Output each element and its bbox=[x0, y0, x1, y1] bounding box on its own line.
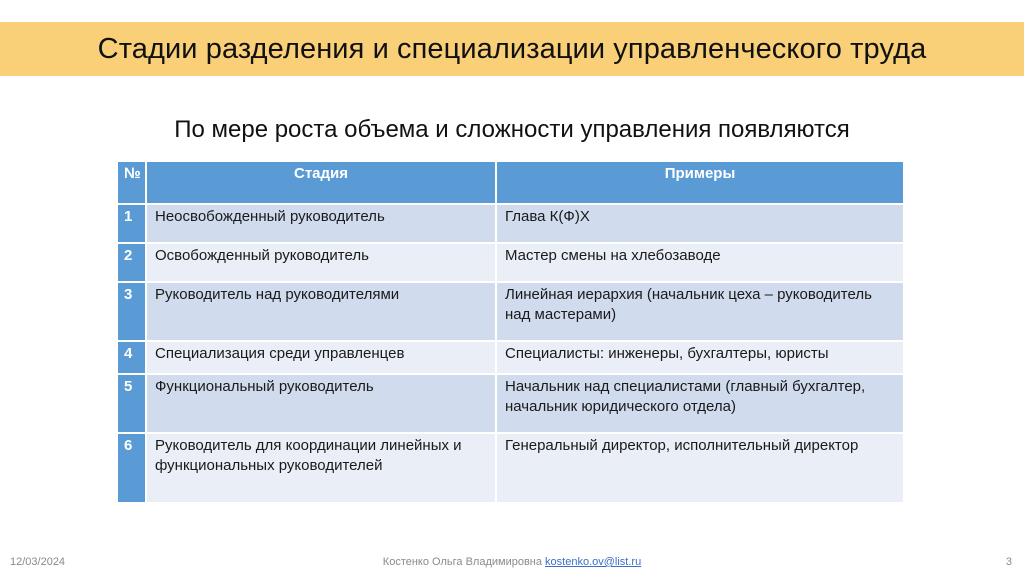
table-row bbox=[118, 433, 904, 502]
row-num: 5 bbox=[118, 374, 146, 433]
row-example: Специалисты: инженеры, бухгалтеры, юристы bbox=[496, 341, 904, 374]
row-stage: Специализация среди управленцев bbox=[146, 341, 496, 374]
row-stage: Руководитель над руководителями bbox=[146, 282, 496, 341]
table-row bbox=[118, 282, 904, 341]
footer-email-link[interactable]: kostenko.ov@list.ru bbox=[545, 556, 642, 568]
header-num: № bbox=[118, 162, 146, 204]
header-stage: Стадия bbox=[146, 162, 496, 204]
table-row bbox=[118, 341, 904, 374]
row-num: 2 bbox=[118, 243, 146, 282]
row-example: Генеральный директор, исполнительный директор bbox=[496, 433, 904, 502]
footer-author-name: Костенко Ольга Владимировна bbox=[382, 556, 542, 568]
row-example: Начальник над специалистами (главный бухгалтер, начальник юридического отдела) bbox=[496, 374, 904, 433]
slide-title: Стадии разделения и специализации управленческого труда bbox=[97, 32, 927, 65]
footer-date: 12/03/2024 bbox=[10, 556, 66, 568]
row-num: 3 bbox=[118, 282, 146, 341]
row-example: Линейная иерархия (начальник цеха – руководитель над мастерами) bbox=[496, 282, 904, 341]
row-example: Глава К(Ф)Х bbox=[496, 204, 904, 243]
table-row bbox=[118, 243, 904, 282]
footer-author-block bbox=[0, 556, 1024, 568]
row-num: 6 bbox=[118, 433, 146, 502]
header-examples: Примеры bbox=[496, 162, 904, 204]
row-example: Мастер смены на хлебозаводе bbox=[496, 243, 904, 282]
row-num: 1 bbox=[118, 204, 146, 243]
table-header-row bbox=[118, 162, 904, 204]
row-stage: Функциональный руководитель bbox=[146, 374, 496, 433]
table-row bbox=[118, 374, 904, 433]
stages-table bbox=[118, 162, 905, 502]
row-stage: Освобожденный руководитель bbox=[146, 243, 496, 282]
table-row bbox=[118, 204, 904, 243]
slide-subtitle: По мере роста объема и сложности управления появляются bbox=[174, 116, 850, 143]
row-stage: Неосвобожденный руководитель bbox=[146, 204, 496, 243]
page-number: 3 bbox=[1005, 556, 1012, 568]
row-stage: Руководитель для координации линейных и функциональных руководителей bbox=[146, 433, 496, 502]
title-bar bbox=[0, 22, 1024, 76]
row-num: 4 bbox=[118, 341, 146, 374]
